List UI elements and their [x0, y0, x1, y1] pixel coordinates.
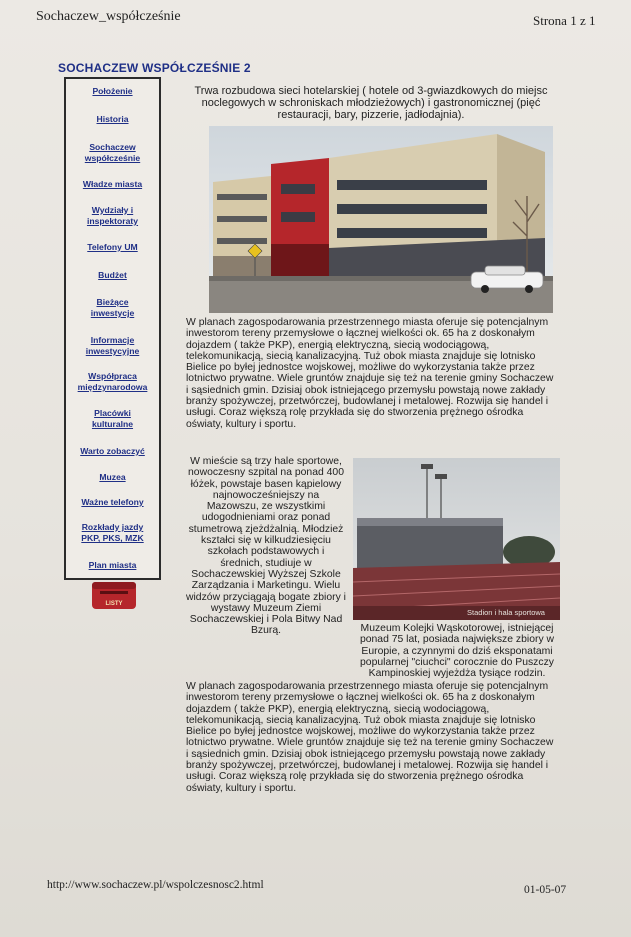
nav-link-wazne-telefony[interactable]: Ważne telefony — [81, 497, 144, 507]
nav-link-plan-miasta[interactable]: Plan miasta — [88, 560, 137, 570]
nav-link-informacje-inwestycyjne[interactable]: Informacje inwestycyjne — [85, 335, 140, 356]
nav-link-wspolpraca[interactable]: Współpraca międzynarodowa — [77, 371, 148, 392]
nav-link-polozenie[interactable]: Położenie — [92, 86, 133, 96]
nav-link-placowki-kulturalne[interactable]: Placówki kulturalne — [91, 408, 134, 429]
stadium-photo-label: Stadion i hala sportowa — [467, 608, 545, 617]
nav-link-biezace-inwestycje[interactable]: Bieżące inwestycje — [90, 297, 135, 318]
mailbox-label: LISTY — [105, 601, 123, 607]
paragraph-investment-1: W planach zagospodarowania przestrzennego miasta oferuje się potencjalnym inwestorom tereny przemysłowe o łącznej wielkości ok. 65 ha z doskonałym dojazdem ( także PKP), energią elektryczną, siecią wodociągową, telekomunikacją, siecią kanalizacyjną. Tuż obok miasta znajduje się lotnisko Bielice po byłej jednostce wojskowej, możliwe do wykorzystania także przez lotnictwo prywatne. Wiele gruntów znajduje się też na terenie gminy Sochaczew i sąsiednich gmin. Dzisiaj obok istniejącego przemysłu powstają nowe zakłady branży spożywczej, przetwórczej, budowlanej i metalowej. Rozwija się handel i usługi. Coraz większą rolę przykłada się do stworzenia prężnego ośrodka oświaty, kultury i sportu. — [186, 317, 554, 430]
nav-link-sochaczew-wspolczesnie[interactable]: Sochaczew współcześnie — [84, 142, 141, 163]
nav-link-wladze-miasta[interactable]: Władze miasta — [82, 179, 143, 189]
footer-date: 01-05-07 — [524, 884, 567, 896]
nav-link-wydzialy[interactable]: Wydziały i inspektoraty — [86, 205, 139, 226]
paragraph-city-facilities: W mieście są trzy hale sportowe, nowoczesny szpital na ponad 400 łóżek, powstaje basen kąpielowy najnowocześniejszy na Mazowszu, ze wszystkimi udogodnieniami oraz ponad stumetrową zjeżdżalnią. Młodzież kształci się w kilkudziesięciu szkołach podstawowych i średnich, studiuje w Sochaczewskiej Wyższej Szkole Zarządzania i Marketingu. Wielu widzów przyciągają bogate zbiory i wystawy Muzeum Ziemi Sochaczewskiej i Pola Bitwy Nad Bzurą. — [186, 456, 346, 637]
sidebar-nav — [64, 77, 161, 580]
print-header-title: Sochaczew_współcześnie — [36, 9, 181, 24]
mailbox-icon[interactable] — [88, 576, 140, 613]
nav-link-budzet[interactable]: Budżet — [98, 270, 127, 280]
hotel-photo — [209, 126, 553, 313]
footer-url: http://www.sochaczew.pl/wspolczesnosc2.html — [47, 879, 264, 891]
print-header-page-count: Strona 1 z 1 — [533, 13, 596, 28]
stadium-photo — [353, 458, 560, 620]
nav-link-muzea[interactable]: Muzea — [99, 472, 126, 482]
nav-link-warto-zobaczyc[interactable]: Warto zobaczyć — [80, 446, 145, 456]
museum-caption: Muzeum Kolejki Wąskotorowej, istniejącej ponad 75 lat, posiada największe zbiory w Europie, a czynnymi do dziś eksponatami popularnej "ciuchci" corocznie do Puszczy Kampinoskiej wyjeżdża tysiące rodzin. — [359, 623, 555, 680]
intro-paragraph: Trwa rozbudowa sieci hotelarskiej ( hotele od 3-gwiazdkowych do miejsc noclegowych w schroniskach młodzieżowych) i gastronomicznej (pięć restauracji, bary, pizzerie, jadłodajnia). — [194, 85, 548, 121]
nav-link-historia[interactable]: Historia — [96, 114, 129, 124]
nav-link-telefony-um[interactable]: Telefony UM — [87, 242, 138, 252]
page-title: SOCHACZEW WSPÓŁCZEŚNIE 2 — [58, 61, 251, 75]
paragraph-investment-2: W planach zagospodarowania przestrzennego miasta oferuje się potencjalnym inwestorom tereny przemysłowe o łącznej wielkości ok. 65 ha z doskonałym dojazdem ( także PKP), energią elektryczną, siecią wodociągową, telekomunikacją, siecią kanalizacyjną. Tuż obok miasta znajduje się lotnisko Bielice po byłej jednostce wojskowej, możliwe do wykorzystania także przez lotnictwo prywatne. Wiele gruntów znajduje się też na terenie gminy Sochaczew i sąsiednich gmin. Dzisiaj obok istniejącego przemysłu powstają nowe zakłady branży spożywczej, przetwórczej, budowlanej i metalowej. Rozwija się handel i usługi. Coraz większą rolę przykłada się do stworzenia prężnego ośrodka oświaty, kultury i sportu. — [186, 681, 554, 794]
nav-link-rozklady-jazdy[interactable]: Rozkłady jazdy PKP, PKS, MZK — [81, 522, 144, 543]
